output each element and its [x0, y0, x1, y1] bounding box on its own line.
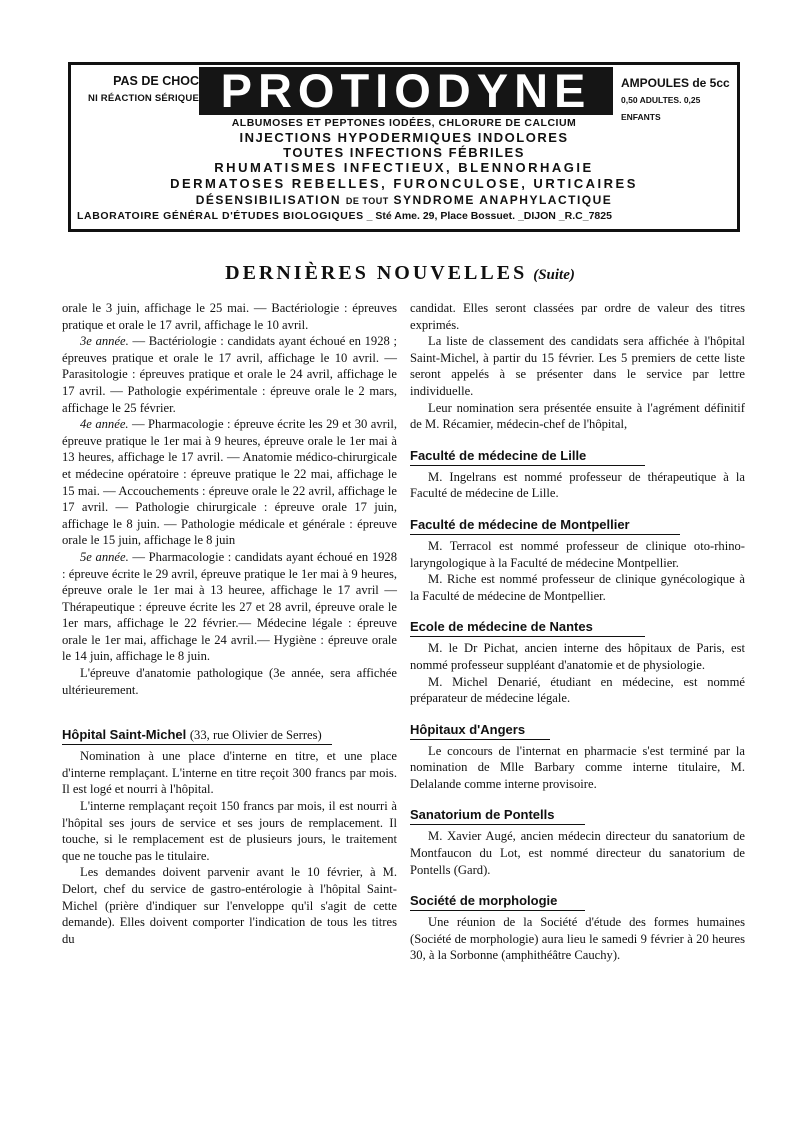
left-paragraph: orale le 3 juin, affichage le 25 mai. — Bactériologie : épreuves pratique et orale le 17 avril, affichage le 10 avril.: [62, 301, 397, 332]
right-paragraph-3: Leur nomination sera présentée ensuite à l'agrément définitif de M. Récamier, médecin-chef de l'hôpital,: [410, 400, 745, 432]
angers-paragraph: Le concours de l'internat en pharmacie s'est terminé par la nomination de Mlle Barbary comme interne titulaire, M. Delalande comme interne provisoire.: [410, 743, 745, 791]
section-heading-lille: Faculté de médecine de Lille: [410, 447, 645, 466]
montpellier-paragraph-1: M. Terracol est nommé professeur de clinique oto-rhino-laryngologique à la Faculté de médecine Montpellier.: [410, 538, 745, 570]
ad-footer: [77, 209, 731, 223]
year4-text: — Pharmacologie : épreuve écrite les 29 et 30 avril, épreuve pratique le 1er mai à 9 heures, épreuve orale le 1er mai à 13 heures, affichage le 17 avril. — Anatomie médico-chirurgicale et médecine opératoire : épreuve pratique le 22 mai, affichage le 15 mai. — Accouchements : épreuve orale le 22 avril, affichage le 17 avril. — Pathologie chirurgicale : épreuve orale 17 juin, affichage le 8 juin. — Pathologie médicale et générale : épreuve orale le 15 juin, affichage le 8 juin: [62, 417, 397, 548]
ad-top-row: [71, 64, 737, 122]
ad-brand-name: PROTIODYNE: [199, 67, 613, 115]
saint-michel-paragraph-2: L'interne remplaçant reçoit 150 francs par mois, il est nourri à l'hôpital ses jours de service et ses jours de remplacement. Il touche, si le remplacement est de plusieurs jours, le traitement que ne touche pas le titulaire.: [62, 799, 397, 863]
section-heading-pontells: Sanatorium de Pontells: [410, 806, 585, 825]
ad-right-line2: 0,50 ADULTES. 0,25 ENFANTS: [621, 95, 701, 122]
ad-left-line2: NI RÉACTION SÉRIQUE: [88, 93, 199, 104]
right-paragraph-2: La liste de classement des candidats sera affichée à l'hôpital Saint-Michel, à partir du 15 février. Les 5 premiers de cette liste seront appelés à se présenter dans le service par lettre individuelle.: [410, 334, 745, 398]
ad-line1: ALBUMOSES ET PEPTONES IODÉES, CHLORURE DE CALCIUM: [231, 117, 577, 129]
protiodyne-advertisement: [68, 62, 740, 232]
ad-line3: TOUTES INFECTIONS FÉBRILES: [283, 145, 525, 160]
ad-line6-c: SYNDROME ANAPHYLACTIQUE: [393, 193, 613, 207]
ad-line5: DERMATOSES REBELLES, FURONCULOSE, URTICAIRES: [170, 176, 638, 191]
section-heading-saint-michel: [62, 726, 332, 745]
montpellier-paragraph-2: M. Riche est nommé professeur de clinique gynécologique à la Faculté de médecine de Montpellier.: [410, 572, 745, 603]
ad-line2: INJECTIONS HYPODERMIQUES INDOLORES: [239, 130, 569, 145]
saint-michel-paragraph-3: Les demandes doivent parvenir avant le 10 février, à M. Delort, chef du service de gastro-entérologie à l'hôpital Saint-Michel (prière d'indiquer sur l'enveloppe qu'il s'agit de cette demande). Elles doivent comporter l'indication de tous les titres du: [62, 865, 397, 946]
right-paragraph-1: candidat. Elles seront classées par ordre de valeur des titres exprimés.: [410, 301, 745, 332]
year5-paragraph: [62, 549, 397, 665]
page-title-text: DERNIÈRES NOUVELLES: [225, 262, 528, 284]
year5-text: — Pharmacologie : candidats ayant échoué en 1928 : épreuve écrite le 29 avril, épreuve pratique le 1er mai à 9 heures, épreuve orale le 1er mai à 13 heuree, affichage le 17 avril — Thérapeutique : épreuve écrite les 27 et 28 avril, épreuve orale le 1er mars, affichage le 22 février.— Médecine légale : épreuve orale le 1er mai, affichage le 24 avril.— Hygiène : épreuve orale le 14 juin, affichage le 8 juin.: [62, 549, 398, 664]
year3-label: 3e année.: [80, 334, 129, 349]
lille-paragraph: M. Ingelrans est nommé professeur de thérapeutique à la Faculté de médecine de Lille.: [410, 469, 745, 501]
page-title-suite: (Suite): [533, 267, 575, 283]
ad-text-lines: [71, 117, 737, 210]
ad-footer-address: _ Sté Ame. 29, Place Bossuet. _DIJON _R.C_7825: [366, 210, 612, 222]
section-heading-morphologie: Société de morphologie: [410, 892, 585, 911]
ad-left-line1: PAS DE CHOC: [113, 74, 199, 88]
section-heading-angers: Hôpitaux d'Angers: [410, 721, 550, 740]
pontells-paragraph: M. Xavier Augé, ancien médecin directeur du sanatorium de Montfaucon du Lot, est nommé directeur du sanatorium de Pontells (Gard).: [410, 829, 745, 877]
ad-line4: RHUMATISMES INFECTIEUX, BLENNORHAGIE: [214, 160, 594, 175]
year5-label: 5e année.: [80, 549, 129, 564]
page-title: [0, 262, 800, 285]
year4-label: 4e année.: [80, 417, 129, 432]
ad-line6-b: DE TOUT: [345, 196, 389, 206]
year3-text: — Bactériologie : candidats ayant échoué en 1928 ; épreuves pratique et orale le 17 avril, affichage le 10 avril. — Parasitologie : épreuves pratique et orale le 24 avril, affichage le 17 avril. — Pathologie expérimentale : épreuve orale le 2 mars, affichage le 25 février.: [62, 334, 397, 415]
ad-line6-a: DÉSENSIBILISATION: [195, 193, 342, 207]
anatomy-paragraph: L'épreuve d'anatomie pathologique (3e année, sera affichée ultérieurement.: [62, 666, 397, 697]
year3-paragraph: [62, 333, 397, 416]
ad-left-block: [77, 73, 199, 107]
nantes-paragraph-2: M. Michel Denarié, étudiant en médecine, est nommé préparateur de médecine légale.: [410, 674, 745, 706]
ad-right-line1: AMPOULES de 5cc: [621, 76, 730, 90]
left-column: [62, 300, 397, 947]
saint-michel-paragraph-1: Nomination à une place d'interne en titre, et une place d'interne remplaçant. L'interne en titre reçoit 300 francs par mois. Il est logé et nourri à l'hôpital.: [62, 749, 397, 797]
nantes-paragraph-1: M. le Dr Pichat, ancien interne des hôpitaux de Paris, est nommé professeur suppléant d'anatomie et de physiologie.: [410, 641, 745, 672]
morphologie-paragraph: Une réunion de la Société d'étude des formes humaines (Société de morphologie) aura lieu le samedi 9 février à 20 heures 30, à la Sorbonne (amphithéâtre Cauchy).: [410, 915, 745, 963]
section-heading-nantes: Ecole de médecine de Nantes: [410, 618, 645, 637]
year4-paragraph: [62, 416, 397, 549]
ad-line6: [71, 192, 737, 210]
right-column: [410, 300, 745, 964]
saint-michel-address: (33, rue Olivier de Serres): [189, 728, 322, 743]
section-heading-montpellier: Faculté de médecine de Montpellier: [410, 516, 680, 535]
ad-footer-lab: LABORATOIRE GÉNÉRAL D'ÉTUDES BIOLOGIQUES: [77, 210, 364, 222]
saint-michel-title: Hôpital Saint-Michel: [62, 727, 187, 743]
